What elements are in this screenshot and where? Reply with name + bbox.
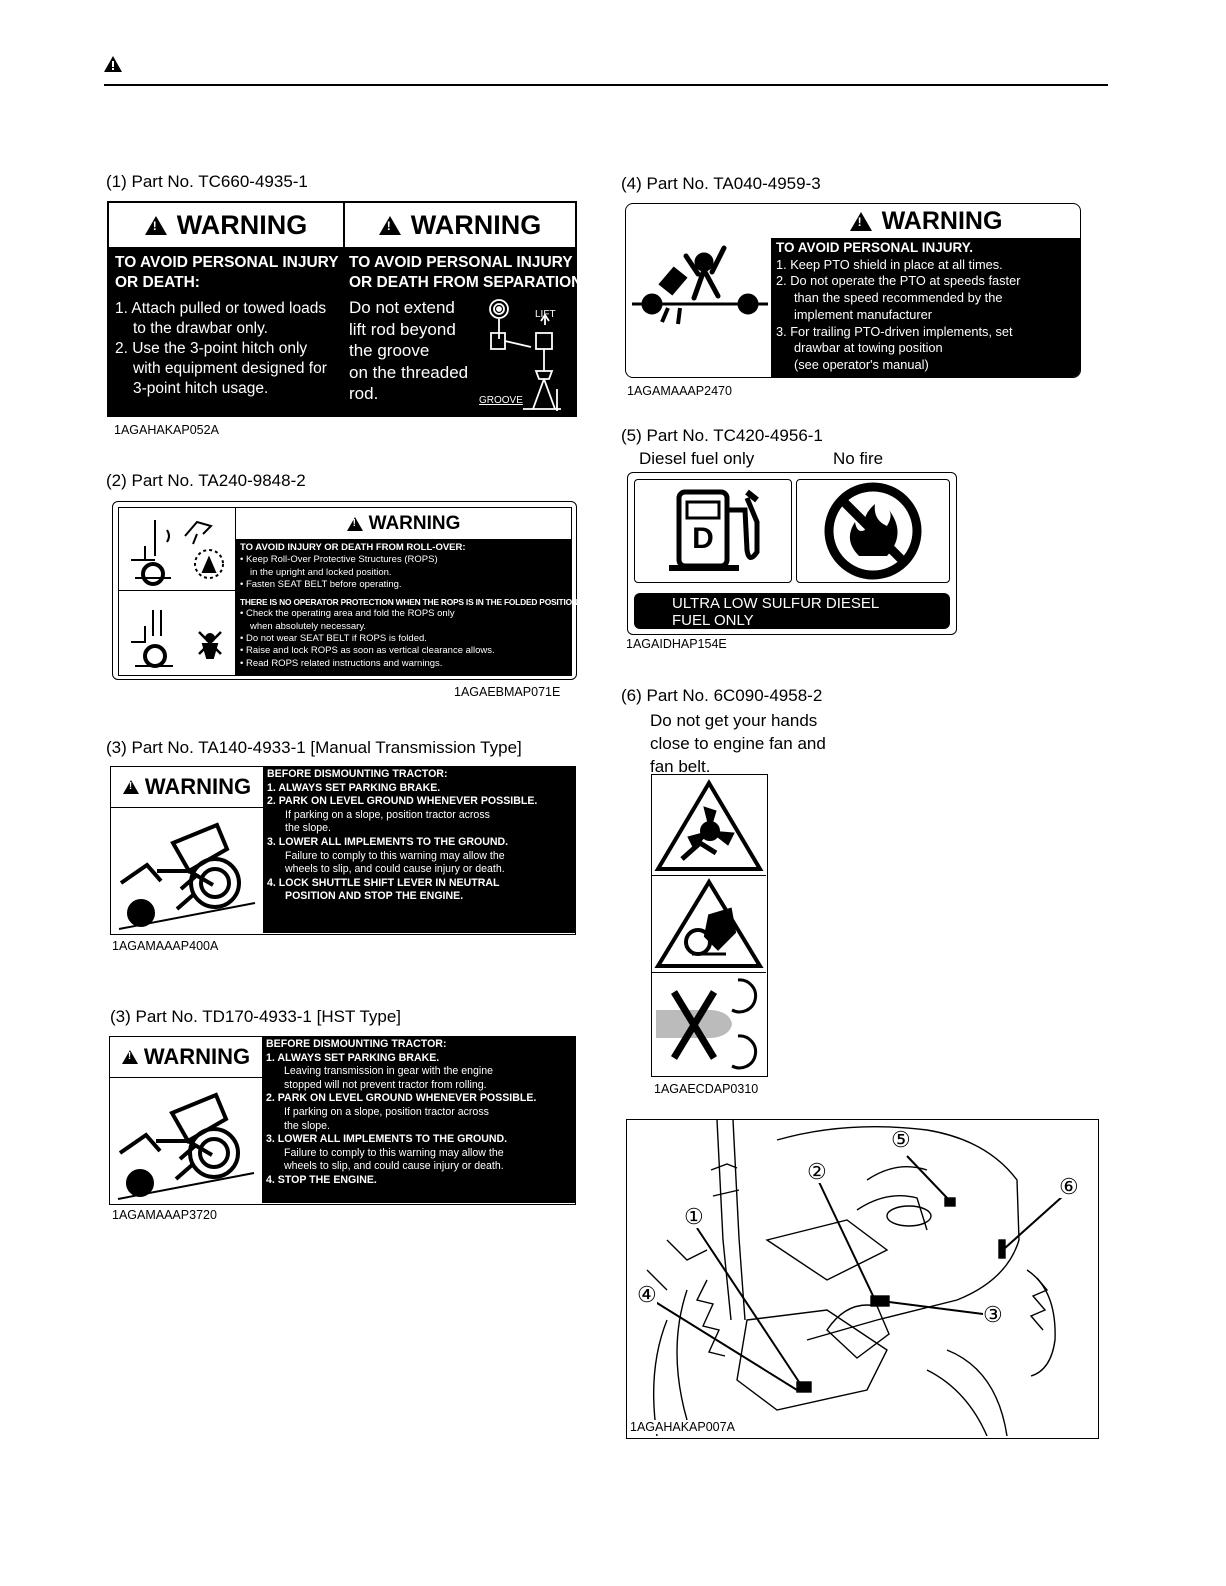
label4-line: 2. Do not operate the PTO at speeds faster (776, 273, 1021, 289)
label3a-line: If parking on a slope, position tractor across (285, 808, 490, 821)
header-rule (104, 84, 1108, 86)
label3b-line: If parking on a slope, position tractor across (284, 1105, 489, 1118)
label1-left-heading: OR DEATH: (115, 274, 200, 291)
label3a-title: WARNING (144, 774, 252, 799)
label5-sub-diesel: Diesel fuel only (639, 449, 755, 468)
label3a-line: the slope. (285, 822, 331, 835)
label1-right-heading: TO AVOID PERSONAL INJURY (349, 254, 573, 271)
callout-3: ③ (983, 1302, 1003, 1327)
label4-line: than the speed recommended by the (794, 290, 1003, 306)
label3b-caption: (3) Part No. TD170-4933-1 [HST Type] (110, 1007, 402, 1026)
tractor-rollaway-icon (117, 813, 257, 931)
pump-letter: D (692, 522, 714, 555)
label5-bar-line: FUEL ONLY (672, 612, 754, 629)
label1-decal (107, 201, 588, 417)
label4-line: (see operator's manual) (794, 356, 929, 372)
label1-left-heading: TO AVOID PERSONAL INJURY (115, 254, 339, 271)
rops-folded-icon (125, 602, 229, 670)
label3b-decal (109, 1036, 576, 1205)
label1-caption: (1) Part No. TC660-4935-1 (106, 172, 308, 191)
callout-6: ⑥ (1059, 1174, 1079, 1199)
label4-line: 3. For trailing PTO-driven implements, set (776, 323, 1013, 339)
label1-left-item: to the drawbar only. (133, 320, 268, 337)
diagram-code: 1AGAHAKAP007A (630, 1420, 738, 1434)
label6-desc-line: close to engine fan and (650, 734, 826, 753)
label2-line: in the upright and locked position. (250, 566, 392, 578)
label2-code: 1AGAEBMAP071E (454, 685, 561, 699)
label2-line: • Do not wear SEAT BELT if ROPS is folded. (240, 633, 427, 645)
label6-decal (651, 774, 768, 1077)
label3b-title: WARNING (143, 1044, 251, 1069)
label6-code: 1AGAECDAP0310 (654, 1082, 759, 1096)
label3b-line: stopped will not prevent tractor from rolling. (284, 1078, 487, 1091)
label3a-code: 1AGAMAAAP400A (112, 939, 219, 953)
callout-5: ⑤ (891, 1127, 911, 1152)
label3b-line: the slope. (284, 1119, 330, 1132)
label2-caption: (2) Part No. TA240-9848-2 (106, 471, 306, 490)
label1-right-line: the groove (349, 341, 430, 360)
warning-triangle-icon (145, 216, 167, 235)
label3b-line: Leaving transmission in gear with the engine (284, 1065, 494, 1078)
label1-left-item: 1. Attach pulled or towed loads (115, 300, 327, 317)
label6-description (650, 709, 826, 778)
label5-caption: (5) Part No. TC420-4956-1 (621, 426, 823, 445)
label4-line: implement manufacturer (794, 306, 932, 322)
label3b-line: BEFORE DISMOUNTING TRACTOR: (266, 1038, 447, 1050)
label4-caption: (4) Part No. TA040-4959-3 (621, 174, 821, 193)
label3b-line: 3. LOWER ALL IMPLEMENTS TO THE GROUND. (266, 1133, 508, 1146)
label3b-line: 2. PARK ON LEVEL GROUND WHENEVER POSSIBLE. (266, 1092, 537, 1105)
callout-1: ① (684, 1204, 704, 1229)
no-fire-icon (796, 479, 950, 583)
label2-title: WARNING (368, 512, 461, 534)
label1-right-line: Do not extend (349, 298, 455, 317)
label6-caption: (6) Part No. 6C090-4958-2 (621, 686, 823, 705)
label1-left-item: with equipment designed for (133, 360, 327, 377)
label3a-line: BEFORE DISMOUNTING TRACTOR: (267, 768, 448, 780)
warning-triangle-icon (850, 212, 872, 231)
tractor-rollaway-icon (116, 1083, 256, 1201)
warning-triangle-icon (122, 1050, 138, 1064)
label6-desc-line: Do not get your hands (650, 711, 818, 730)
label4-code: 1AGAMAAAP2470 (627, 384, 732, 398)
belt-hazard-icon (652, 876, 766, 973)
fan-hazard-icon (652, 775, 766, 876)
label1-right-heading: OR DEATH FROM SEPARATION: (349, 274, 588, 291)
label2-line: • Keep Roll-Over Protective Structures (ROPS) (240, 554, 438, 566)
label3a-line: 3. LOWER ALL IMPLEMENTS TO THE GROUND. (267, 835, 509, 848)
label2-heading: TO AVOID INJURY OR DEATH FROM ROLL-OVER: (240, 542, 466, 553)
label3b-line: wheels to slip, and could cause injury or death. (284, 1160, 504, 1173)
label1-right-line: lift rod beyond (349, 319, 456, 339)
label4-line: drawbar at towing position (794, 340, 943, 356)
label2-decal (112, 501, 581, 680)
label5-decal (627, 472, 957, 635)
rops-upright-icon (125, 516, 229, 586)
label3a-caption: (3) Part No. TA140-4933-1 [Manual Transmission Type] (106, 738, 522, 757)
label3a-line: POSITION AND STOP THE ENGINE. (285, 890, 464, 903)
label4-heading: TO AVOID PERSONAL INJURY. (776, 240, 974, 255)
label6-desc-line: fan belt. (650, 757, 711, 776)
label3b-text (262, 1037, 575, 1203)
label2-line: when absolutely necessary. (250, 620, 366, 632)
label3a-line: 2. PARK ON LEVEL GROUND WHENEVER POSSIBLE. (267, 795, 538, 808)
label2-heading: THERE IS NO OPERATOR PROTECTION WHEN THE ROPS IS IN THE FOLDED POSITION: (240, 597, 581, 608)
callout-2: ② (807, 1159, 827, 1184)
no-hands-icon (652, 974, 766, 1075)
label1-left-item: 2. Use the 3-point hitch only (115, 340, 308, 357)
label4-title: WARNING (881, 206, 1003, 235)
label2-line: • Check the operating area and fold the ROPS only (240, 608, 455, 620)
label4-line: 1. Keep PTO shield in place at all times. (776, 256, 1003, 272)
label1-right-line: rod. (349, 384, 379, 403)
label5-bar-line: ULTRA LOW SULFUR DIESEL (672, 595, 880, 612)
label2-line: • Raise and lock ROPS as soon as vertical clearance allows. (240, 645, 495, 657)
label3b-line: 1. ALWAYS SET PARKING BRAKE. (266, 1051, 440, 1064)
label5-code: 1AGAIDHAP154E (626, 637, 727, 651)
warning-triangle-icon (123, 780, 139, 794)
lift-label: LIFT (535, 309, 556, 320)
label1-right-title: WARNING (410, 209, 542, 240)
label1-code: 1AGAHAKAP052A (114, 423, 219, 437)
label3b-line: 4. STOP THE ENGINE. (266, 1173, 377, 1186)
warning-triangle-icon (104, 56, 122, 72)
label3a-decal (110, 766, 576, 935)
warning-triangle-icon (347, 517, 363, 531)
label3a-text (263, 767, 575, 933)
warning-triangle-icon (379, 216, 401, 235)
label3b-line: Failure to comply to this warning may allow the (284, 1146, 504, 1159)
label3b-code: 1AGAMAAAP3720 (112, 1208, 217, 1222)
callout-leaders (627, 1120, 1097, 1436)
label3a-line: wheels to slip, and could cause injury or death. (285, 863, 505, 876)
label4-decal (625, 203, 1081, 378)
label1-right-line: on the threaded (349, 362, 469, 382)
label3a-line: 4. LOCK SHUTTLE SHIFT LEVER IN NEUTRAL (267, 876, 500, 889)
pto-entanglement-icon (632, 244, 768, 334)
fuel-pump-icon (634, 479, 792, 583)
callout-4: ④ (637, 1282, 657, 1307)
label5-sub-nofire: No fire (833, 449, 884, 468)
label-location-diagram (626, 1119, 1099, 1439)
label2-line: • Read ROPS related instructions and warnings. (240, 657, 443, 669)
label3a-line: Failure to comply to this warning may allow the (285, 849, 505, 862)
label2-line: • Fasten SEAT BELT before operating. (240, 578, 402, 590)
label1-left-item: 3-point hitch usage. (133, 380, 269, 397)
label3a-line: 1. ALWAYS SET PARKING BRAKE. (267, 781, 441, 794)
label1-left-title: WARNING (176, 209, 308, 240)
groove-label: GROOVE (479, 395, 523, 406)
